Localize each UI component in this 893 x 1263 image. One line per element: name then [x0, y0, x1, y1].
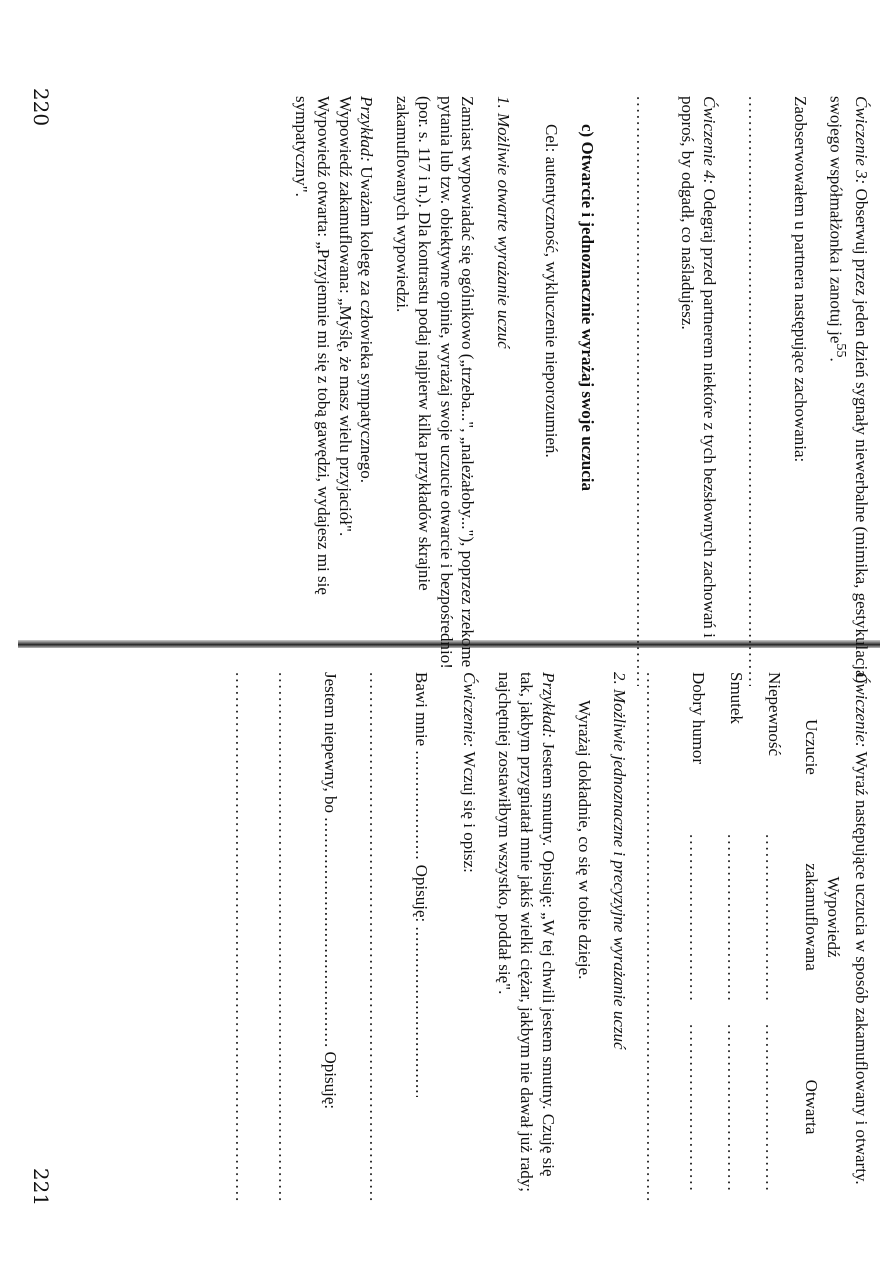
answer-line[interactable]: [688, 1024, 705, 1190]
exercise-feelings: [850, 672, 872, 1202]
row-label: Smutek: [727, 672, 746, 724]
exercise-feelings-text: Wyraź następujące uczucia w sposób zakamuflowany i otwarty.: [852, 747, 871, 1185]
example: [356, 96, 378, 686]
exercise-feelings-label: Ćwiczenie:: [852, 672, 871, 748]
fun-line: [410, 672, 432, 1202]
answer-line[interactable]: [725, 1024, 742, 1190]
answer-line[interactable]: [746, 96, 763, 686]
example-2-label: Przykład:: [539, 672, 558, 739]
table-row: [725, 672, 747, 1202]
answer-line[interactable]: [634, 96, 651, 686]
exercise-describe-text: Wczuj się i opisz:: [459, 747, 479, 873]
row-label: Dobry humor: [689, 672, 709, 765]
header-camouflaged: Wypowiedź zakamuflowana: [802, 863, 844, 971]
exercise-4-label: Ćwiczenie 4:: [700, 96, 720, 185]
answer-line[interactable]: [410, 927, 432, 1097]
exercise-3-end: .: [826, 357, 846, 362]
answer-line[interactable]: [234, 672, 251, 1202]
unsure-line: [320, 672, 342, 1202]
exercise-4-text: Odegraj przed partnerem niektóre z tych bezsłownych zachowań i poproś, by odgadł, co naśladujesz.: [678, 96, 720, 638]
exercise-describe-label: Ćwiczenie:: [459, 672, 479, 748]
example-2: [494, 672, 559, 1202]
describe-label-2: Opisuję:: [321, 1051, 341, 1110]
observed-prompt: Zaobserwowałem u partnera następujące zachowania:: [790, 96, 810, 463]
answer-line[interactable]: [645, 672, 662, 1202]
table-row: [688, 672, 710, 1202]
fun-label: Bawi mnie: [412, 672, 431, 747]
page-number-left: 220: [29, 87, 54, 127]
answer-line[interactable]: [688, 834, 705, 1000]
table-row: [763, 672, 785, 1202]
subsection-1-title: 1. Możliwie otwarte wyrażanie uczuć: [494, 96, 514, 349]
right-page: [234, 672, 873, 1202]
answer-line[interactable]: [763, 1024, 780, 1190]
page-number-right: 221: [29, 1167, 54, 1207]
goal-text: Cel: autentyczność, wykluczenie nieporozumień.: [541, 124, 561, 458]
left-page: [290, 96, 872, 686]
example-line-3: Wypowiedź otwarta: „Przyjemnie mi się z tobą gawędzi, wydajesz mi się sympatyczny".: [292, 96, 333, 595]
row-label: Niepewność: [764, 672, 784, 757]
exercise-4: [677, 96, 721, 686]
feelings-table-header: [801, 672, 851, 1202]
exercise-3-label: Ćwiczenie 3:: [852, 96, 871, 185]
answer-line[interactable]: [320, 817, 342, 1047]
subsection-2-title: 2. Możliwie jednoznaczne i precyzyjne wyrażanie uczuć: [610, 672, 630, 1050]
exercise-3-text: Obserwuj przez jeden dzień sygnały niewerbalne (mimika, gestykulacja) swojego współmałżonka i zanotuj je: [826, 96, 871, 684]
example-line-2: Wypowiedź zakamuflowana: „Myślę, że masz wielu przyjaciół".: [335, 96, 355, 537]
header-feeling: Uczucie: [802, 719, 822, 775]
header-open: Otwarta: [802, 1079, 822, 1135]
unsure-label: Jestem niepewny, bo: [321, 672, 341, 814]
answer-line[interactable]: [763, 834, 780, 1000]
answer-line[interactable]: [277, 672, 294, 1202]
exercise-describe: [458, 672, 480, 1202]
example-label: Przykład:: [357, 96, 377, 163]
describe-label: Opisuję:: [412, 864, 431, 923]
example-2-text: Jestem smutny. Opisuję: „W tej chwili jestem smutny. Czuję się tak, jakbym przygniatał mnie jakiś wielki ciężar, jakbym nie dawał już rady; najchętniej zostawiłbym wszystko, poddał się".: [495, 672, 558, 1193]
paragraph-1: Zamiast wypowiadać się ogólnikowo („trzeba...", „należałoby..."), poprzez rzekome pytania lub tzw. obiektywne opinie, wyrażaj swoje uczucie otwarcie i bezpośrednio! (por. s. 117 i n.). Dla kontrastu podaj najpierw kilka przykładów skrajnie zakamuflowanych wypowiedzi.: [393, 96, 478, 669]
example-text: Uważam kolegę za człowieka sympatycznego.: [357, 162, 377, 484]
footnote-ref: 55: [833, 343, 850, 358]
instruction: Wyrażaj dokładnie, co się w tobie dzieje.: [574, 700, 594, 980]
answer-line[interactable]: [725, 834, 742, 1000]
section-c-title: c) Otwarcie i jednoznacznie wyrażaj swoje uczucia: [577, 124, 597, 491]
answer-line[interactable]: [410, 750, 432, 860]
exercise-3: [825, 96, 872, 686]
answer-line[interactable]: [367, 672, 384, 1202]
